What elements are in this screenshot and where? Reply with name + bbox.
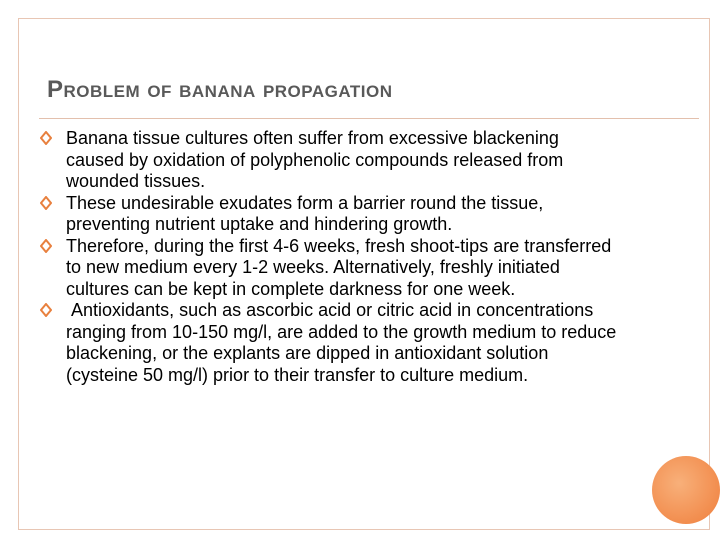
corner-decoration-circle — [652, 456, 720, 524]
bullet-item — [40, 128, 620, 193]
hollow-diamond-bullet-icon — [40, 303, 52, 317]
bullet-text: These undesirable exudates form a barrier round the tissue, preventing nutrient uptake and hindering growth. — [66, 192, 544, 234]
bullet-list — [40, 128, 620, 386]
bullet-item — [40, 193, 620, 236]
hollow-diamond-bullet-icon — [40, 131, 52, 145]
bullet-text: Therefore, during the first 4-6 weeks, fresh shoot-tips are transferred to new medium every 1-2 weeks. Alternatively, freshly initiated cultures can be kept in complete darkness for one week. — [66, 235, 612, 299]
hollow-diamond-bullet-icon — [40, 196, 52, 210]
bullet-item — [40, 236, 620, 301]
hollow-diamond-bullet-icon — [40, 239, 52, 253]
bullet-text: Banana tissue cultures often suffer from excessive blackening caused by oxidation of polyphenolic compounds released from wounded tissues. — [66, 128, 564, 191]
title-underline — [39, 118, 699, 119]
bullet-item — [40, 300, 620, 386]
slide-title: Problem of banana propagation — [47, 76, 393, 103]
bullet-text: Antioxidants, such as ascorbic acid or citric acid in concentrations ranging from 10-150 mg/l, are added to the growth medium to reduce blackening, or the explants are dipped in antioxidant solution (cysteine 50 mg/l) prior to their transfer to culture medium. — [66, 300, 622, 385]
